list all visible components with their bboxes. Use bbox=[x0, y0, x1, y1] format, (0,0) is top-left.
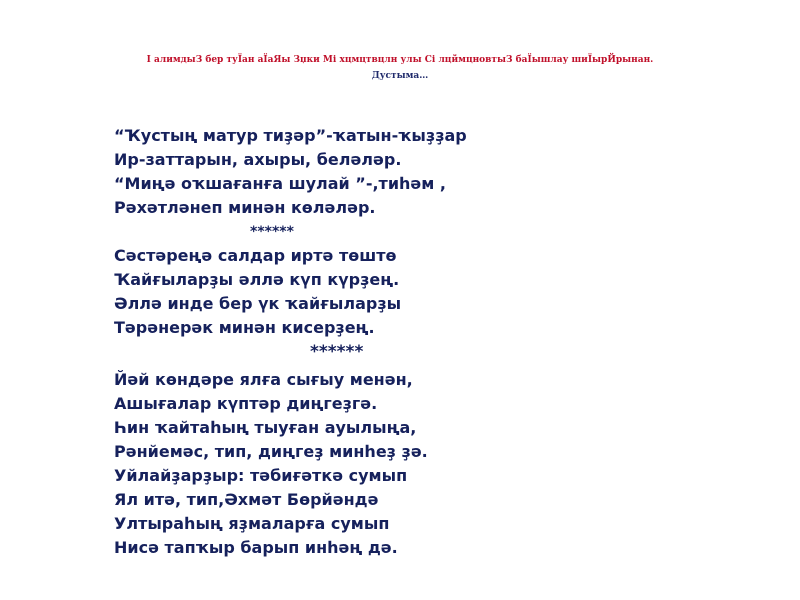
poem-line: Ултыраһың яҙмаларға сумып bbox=[114, 514, 390, 533]
poem-line: “Миңә оҡшағанға шулай ”-,тиһәм , bbox=[114, 174, 446, 193]
slide-header bbox=[80, 52, 720, 84]
poem-line: Әллә инде бер үк ҡайғыларҙы bbox=[114, 294, 402, 313]
poem-line: Ҡайғыларҙы әллә күп күрҙең. bbox=[114, 270, 400, 289]
poem-line: Ял итә, тип,Әхмәт Бөрйәндә bbox=[114, 490, 379, 509]
poem bbox=[114, 124, 674, 560]
header-title: I алимдыЗ бер туЇан аЇаЯы Зџки Мі хцмцтвцлн улы Сі лцймцновтыЗ баЇышлау шиЇырЙрынан. bbox=[146, 55, 654, 65]
poem-line: Сәстәреңә салдар иртә төштө bbox=[114, 246, 397, 265]
poem-line: Тәрәнерәк минән кисерҙең. bbox=[114, 318, 375, 337]
stanza-3 bbox=[114, 368, 674, 560]
poem-line: Уйлайҙарҙыр: тәбиғәткә сумып bbox=[114, 466, 408, 485]
separator-row-2 bbox=[114, 340, 674, 368]
poem-line: Ир-заттарын, ахыры, беләләр. bbox=[114, 150, 402, 169]
separator-row-1 bbox=[114, 220, 674, 244]
stanza-2 bbox=[114, 244, 674, 340]
poem-line: Ашығалар күптәр диңгеҙгә. bbox=[114, 394, 378, 413]
poem-line: Нисә тапҡыр барып инһәң дә. bbox=[114, 538, 398, 557]
header-subtitle: Дустыма… bbox=[371, 71, 429, 81]
poem-line: Рәхәтләнеп минән көләләр. bbox=[114, 198, 376, 217]
poem-line: Һин ҡайтаһың тыуған ауылыңа, bbox=[114, 418, 417, 437]
poem-line: Йәй көндәре ялға сығыу менән, bbox=[114, 370, 413, 389]
poem-line: Рәнйемәс, тип, диңгеҙ минһеҙ ҙә. bbox=[114, 442, 428, 461]
stanza-1 bbox=[114, 124, 674, 220]
stanza-separator: ****** bbox=[250, 224, 294, 240]
stanza-separator: ****** bbox=[310, 342, 364, 362]
poem-line: “Ҡустың матур тиҙәр”-ҡатын-ҡыҙҙар bbox=[114, 126, 467, 145]
